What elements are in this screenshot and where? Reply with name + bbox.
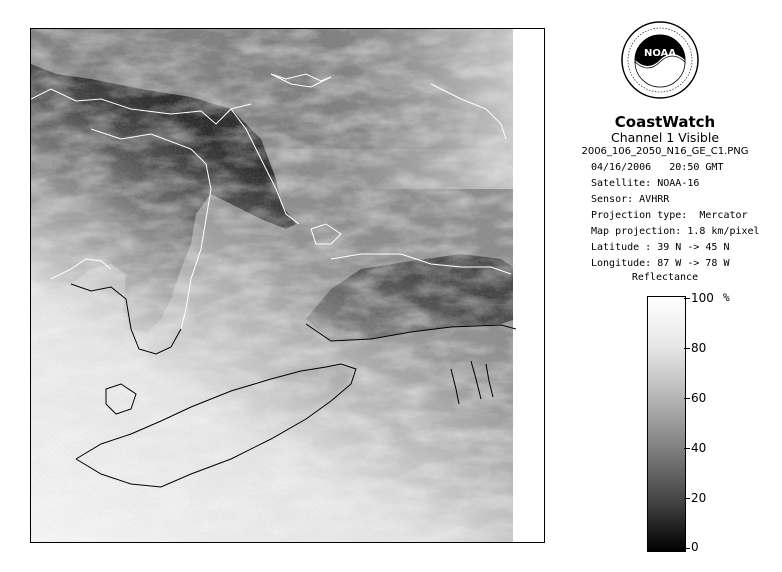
colorbar-tick bbox=[684, 348, 690, 349]
map-projection: Map projection: 1.8 km/pixel bbox=[591, 226, 760, 237]
datetime: 04/16/2006 20:50 GMT bbox=[591, 162, 724, 173]
colorbar-tick-label: 100 bbox=[691, 291, 714, 305]
sensor-info: Sensor: AVHRR bbox=[591, 194, 670, 205]
colorbar-tick bbox=[684, 498, 690, 499]
noaa-logo bbox=[620, 20, 700, 100]
latitude-range: Latitude : 39 N -> 45 N bbox=[591, 242, 730, 253]
satellite-image bbox=[30, 28, 545, 543]
colorbar-tick bbox=[684, 448, 690, 449]
colorbar-tick-label: 80 bbox=[691, 341, 707, 355]
satellite-info: Satellite: NOAA-16 bbox=[591, 178, 700, 189]
logo-text: NOAA bbox=[643, 48, 677, 59]
colorbar-tick bbox=[684, 298, 690, 299]
app-title: CoastWatch bbox=[614, 113, 716, 131]
channel-label: Channel 1 Visible bbox=[610, 130, 720, 145]
colorbar-tick-label: 0 bbox=[691, 540, 699, 554]
filename: 2006_106_2050_N16_GE_C1.PNG bbox=[581, 146, 749, 157]
no-data-strip bbox=[513, 29, 544, 542]
colorbar-tick-label: 40 bbox=[691, 441, 707, 455]
longitude-range: Longitude: 87 W -> 78 W bbox=[591, 258, 730, 269]
projection-type: Projection type: Mercator bbox=[591, 210, 748, 221]
noaa-seal-icon bbox=[620, 20, 700, 100]
colorbar-tick-label: 20 bbox=[691, 491, 707, 505]
colorbar bbox=[647, 296, 686, 552]
colorbar-tick bbox=[684, 398, 690, 399]
colorbar-tick bbox=[684, 548, 690, 549]
colorbar-unit: % bbox=[723, 291, 730, 304]
colorbar-tick-label: 60 bbox=[691, 391, 707, 405]
satellite-scene bbox=[31, 29, 544, 542]
colorbar-label: Reflectance bbox=[631, 272, 699, 283]
